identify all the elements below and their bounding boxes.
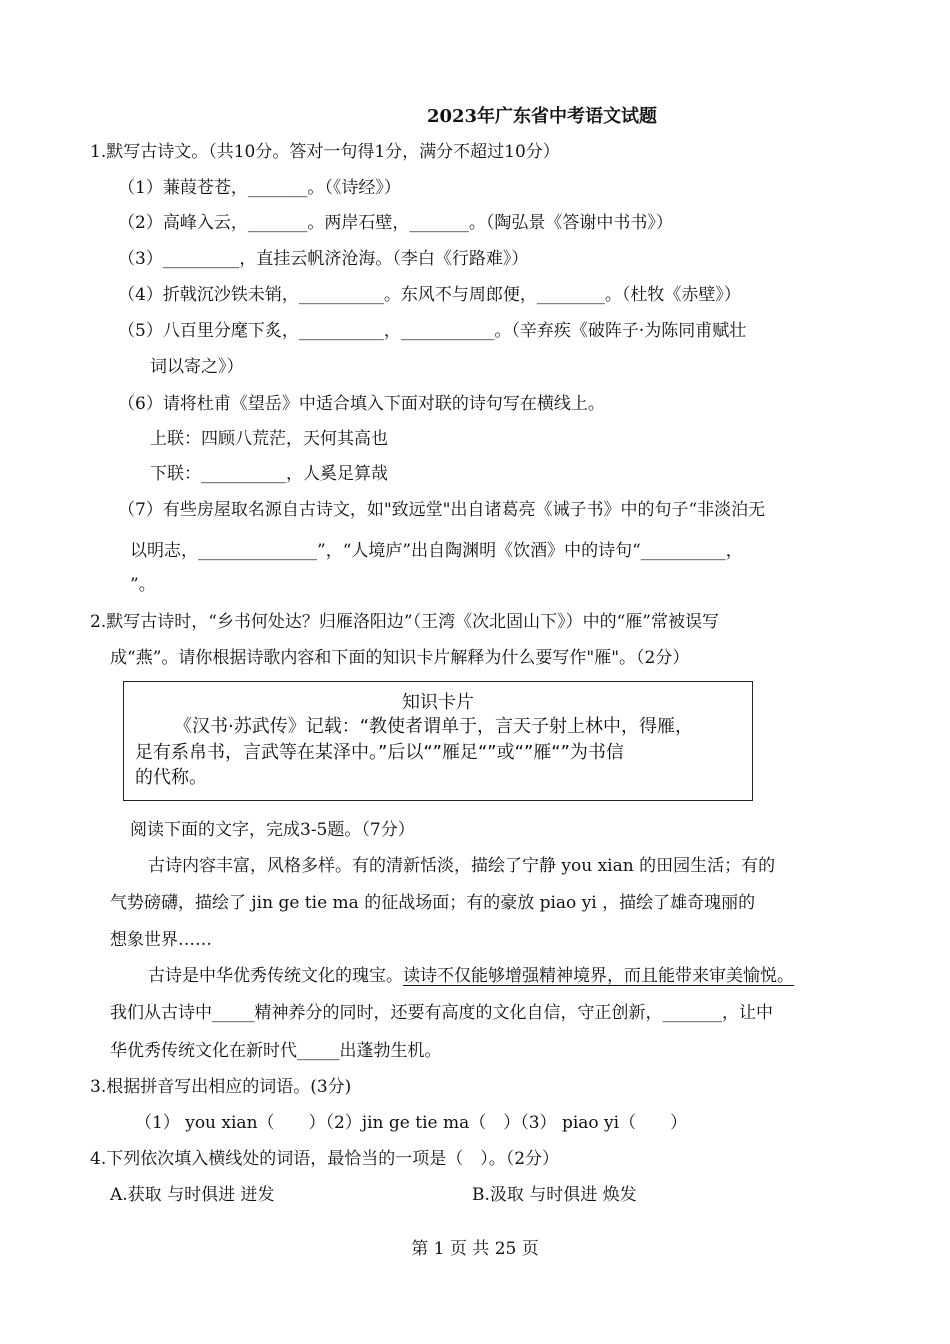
- q1-item-7-cont: 以明志，______________”，“人境庐”出自陶渊明《饮酒》中的诗句“__________，: [130, 541, 743, 561]
- passage-p2-line-3: 华优秀传统文化在新时代_____出蓬勃生机。: [110, 1041, 442, 1061]
- q3-items: （1） you xian（ ）（2）jin ge tie ma（ ）（3） piao yi（ ）: [135, 1113, 688, 1133]
- q4-option-b: B.汲取 与时俱进 焕发: [472, 1185, 637, 1205]
- passage-p2-line-2: 我们从古诗中_____精神养分的同时，还要有高度的文化自信，守正创新，_______，让中: [110, 1003, 773, 1023]
- reading-intro: 阅读下面的文字，完成3-5题。（7分）: [130, 820, 415, 840]
- page-title: 2023年广东省中考语文试题: [426, 106, 658, 127]
- q2-line-1: 2.默写古诗时，“乡书何处达？归雁洛阳边”（王湾《次北固山下》）中的“雁”常被误写: [90, 612, 719, 632]
- underlined-sentence: 读诗不仅能够增强精神境界，而且能带来审美愉悦。: [403, 966, 794, 986]
- passage-p1-line-2: 气势磅礴，描绘了 jin ge tie ma 的征战场面；有的豪放 piao yi ，描绘了雄奇瑰丽的: [110, 893, 756, 913]
- q4-heading: 4.下列依次填入横线处的词语，最恰当的一项是（ ）。（2分）: [90, 1149, 560, 1169]
- card-line-3: 的代称。: [135, 767, 207, 788]
- card-line-1: 《汉书·苏武传》记载：“教使者谓单于，言天子射上林中，得雁，: [174, 716, 694, 737]
- couplet-lower: 下联：__________，人奚足算哉: [150, 464, 388, 484]
- q1-item-5-cont: 词以寄之》）: [150, 357, 244, 377]
- passage-p2-lead: 古诗是中华优秀传统文化的瑰宝。: [148, 966, 403, 986]
- q1-item-3: （3）_________，直挂云帆济沧海。（李白《行路难》）: [118, 249, 529, 269]
- card-title: 知识卡片: [402, 692, 474, 713]
- passage-p1-line-3: 想象世界……: [110, 930, 212, 950]
- couplet-upper: 上联：四顾八荒茫，天何其高也: [150, 429, 388, 449]
- q3-heading: 3.根据拼音写出相应的词语。(3分): [90, 1077, 352, 1097]
- passage-p1-line-1: 古诗内容丰富，风格多样。有的清新恬淡，描绘了宁静 you xian 的田园生活；有的: [148, 856, 776, 876]
- card-line-2: 足有系帛书，言武等在某泽中。”后以“”雁足“”或“”雁“”为书信: [135, 742, 624, 763]
- q2-line-2: 成“燕”。请你根据诗歌内容和下面的知识卡片解释为什么要写作"雁"。（2分）: [110, 648, 690, 668]
- q4-option-a: A.获取 与时俱进 迸发: [110, 1185, 275, 1205]
- q1-item-1: （1）蒹葭苍苍，_______。（《诗经》）: [118, 178, 401, 198]
- q1-item-4: （4）折戟沉沙铁未销，__________。东风不与周郎便，________。（杜牧《赤壁》）: [118, 285, 741, 305]
- q1-item-5: （5）八百里分麾下炙，__________，___________。（辛弃疾《破阵子·为陈同甫赋壮: [118, 321, 747, 341]
- q1-item-6: （6）请将杜甫《望岳》中适合填入下面对联的诗句写在横线上。: [118, 394, 605, 414]
- q1-item-2: （2）高峰入云，_______。两岸石壁，_______。（陶弘景《答谢中书书》）: [118, 213, 673, 233]
- page-footer: 第 1 页 共 25 页: [411, 1239, 539, 1259]
- passage-p2-line-1: [148, 964, 794, 988]
- q1-item-7: （7）有些房屋取名源自古诗文，如"致远堂"出自诸葛亮《诫子书》中的句子“非淡泊无: [118, 500, 766, 520]
- q1-heading: 1.默写古诗文。（共10分。答对一句得1分，满分不超过10分）: [90, 142, 560, 162]
- q1-item-7-end: ”。: [130, 575, 156, 595]
- knowledge-card: [123, 681, 753, 801]
